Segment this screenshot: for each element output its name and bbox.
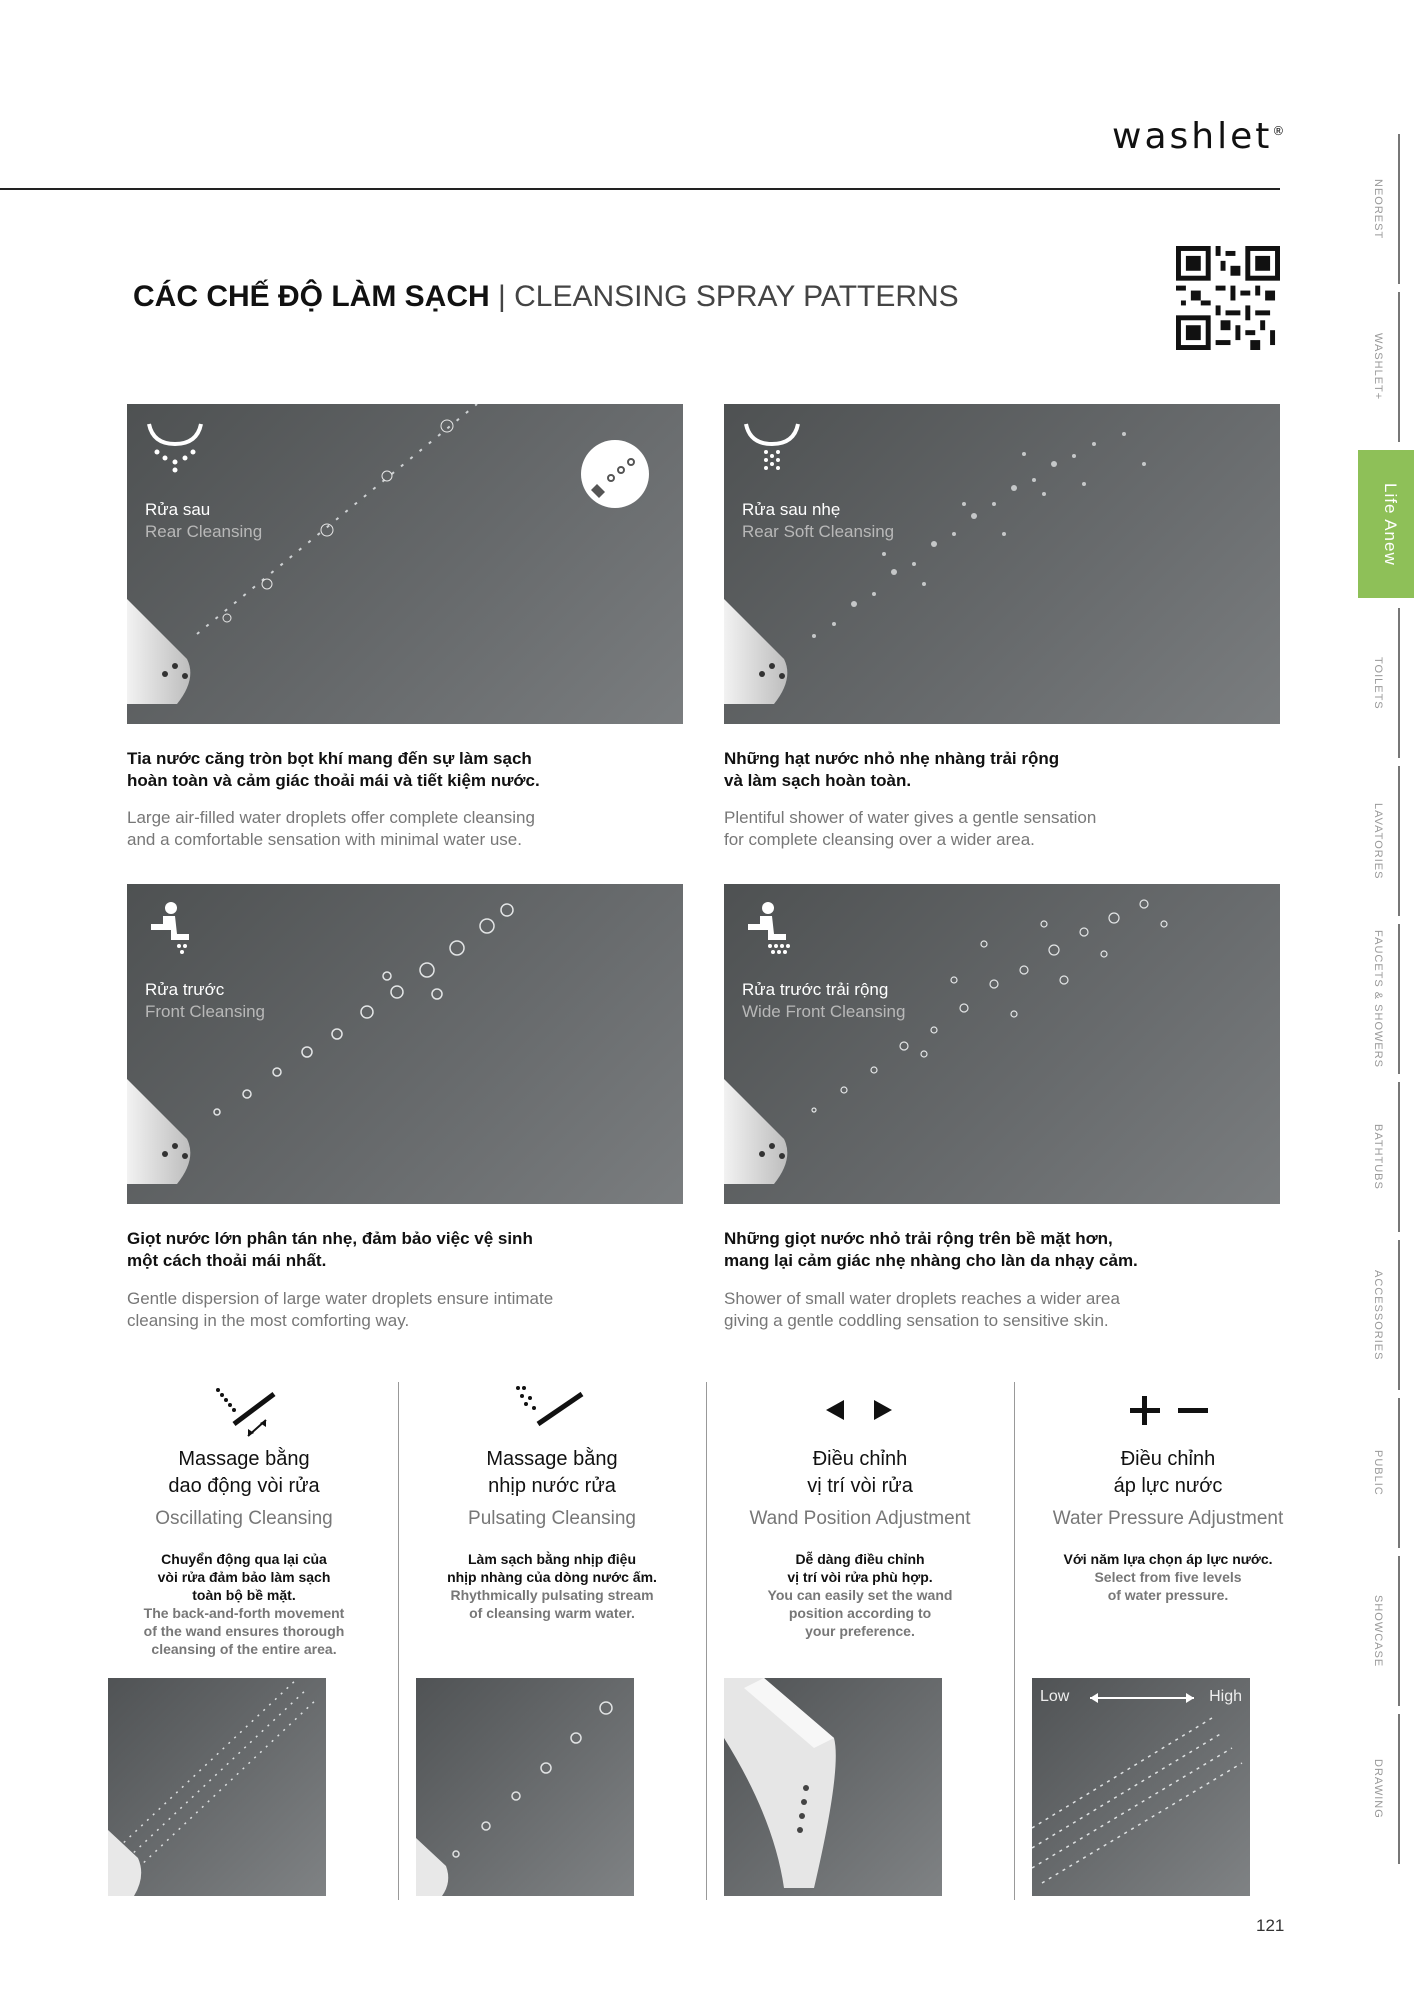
pulsating-icon xyxy=(398,1380,706,1440)
mode-title-en: Front Cleansing xyxy=(145,1002,266,1021)
mode-desc-vn: Tia nước căng tròn bọt khí mang đến sự làm sạch hoàn toàn và cảm giác thoải mái và tiết kiệm nước. xyxy=(127,749,540,790)
feature-wand-position xyxy=(706,1372,1014,1904)
side-tab-showcase[interactable]: SHOWCASE xyxy=(1358,1556,1414,1712)
feature-desc: Với năm lựa chọn áp lực nước. Select from five levels of water pressure. xyxy=(1063,1551,1273,1603)
side-tab-public[interactable]: PUBLIC xyxy=(1358,1398,1414,1554)
qr-code[interactable] xyxy=(1176,246,1280,350)
water-pressure-image xyxy=(1032,1678,1250,1896)
side-tab-washlet-plus[interactable]: WASHLET+ xyxy=(1358,292,1414,448)
mode-title-en: Wide Front Cleansing xyxy=(742,1002,906,1021)
wide-front-cleansing-panel xyxy=(724,884,1280,1204)
plus-minus-icon xyxy=(1014,1380,1322,1440)
rear-soft-cleansing-icon xyxy=(742,420,802,478)
spray-image xyxy=(724,404,1280,724)
side-tab-accessories[interactable]: ACCESSORIES xyxy=(1358,1240,1414,1396)
mode-desc-en: Shower of small water droplets reaches a wider area giving a gentle coddling sensation to sensitive skin. xyxy=(724,1289,1120,1330)
life-anew-tab[interactable]: Life Anew xyxy=(1358,450,1414,598)
header-rule xyxy=(0,188,1280,190)
feature-title-vn: Massage bằng nhịp nước rửa xyxy=(486,1448,618,1497)
page-title: CÁC CHẾ ĐỘ LÀM SẠCH | CLEANSING SPRAY PATTERNS xyxy=(133,280,959,313)
mode-title-vn: Rửa sau xyxy=(145,500,211,519)
feature-water-pressure xyxy=(1014,1372,1322,1904)
front-cleansing-icon xyxy=(145,900,205,958)
side-tab-bathtubs[interactable]: BATHTUBS xyxy=(1358,1082,1414,1238)
side-nav xyxy=(1358,134,1414,1864)
mode-title-en: Rear Cleansing xyxy=(145,522,263,541)
side-tab-neorest[interactable]: NEOREST xyxy=(1358,134,1414,290)
pressure-high-label: High xyxy=(1209,1688,1242,1705)
wand-position-image xyxy=(724,1678,942,1896)
side-tab-drawing[interactable]: DRAWING xyxy=(1358,1714,1414,1870)
mode-title-vn: Rửa trước xyxy=(145,980,225,999)
feature-title-vn: Massage bằng dao động vòi rửa xyxy=(168,1448,320,1497)
pulsating-image xyxy=(416,1678,634,1896)
mode-desc-en: Large air-filled water droplets offer complete cleansing and a comfortable sensation with minimal water use. xyxy=(127,808,535,849)
rear-cleansing-panel xyxy=(127,404,683,724)
mode-desc-en: Gentle dispersion of large water droplets ensure intimate cleansing in the most comforting way. xyxy=(127,1289,554,1330)
feature-title-vn: Điều chỉnh áp lực nước xyxy=(1113,1448,1223,1497)
left-right-arrows-icon xyxy=(706,1380,1014,1440)
spray-image xyxy=(724,884,1280,1204)
feature-title-en: Oscillating Cleansing xyxy=(155,1508,333,1529)
mode-desc-vn: Những hạt nước nhỏ nhẹ nhàng trải rộng và làm sạch hoàn toàn. xyxy=(724,749,1060,790)
page-number: 121 xyxy=(1256,1916,1285,1935)
side-tab-faucets-showers[interactable]: FAUCETS & SHOWERS xyxy=(1358,924,1414,1080)
mode-desc-vn: Giọt nước lớn phân tán nhẹ, đảm bảo việc vệ sinh một cách thoải mái nhất. xyxy=(127,1229,533,1270)
feature-pulsating xyxy=(398,1372,706,1904)
feature-desc: Chuyển động qua lại của vòi rửa đảm bảo làm sạch toàn bộ bề mặt. The back-and-forth movement of the wand ensures thorough cleansing of the entire area. xyxy=(143,1551,345,1657)
front-cleansing-panel xyxy=(127,884,683,1204)
wand-spray-icon xyxy=(581,440,649,508)
mode-title-vn: Rửa trước trải rộng xyxy=(742,980,889,999)
oscillating-image xyxy=(108,1678,326,1896)
rear-cleansing-icon xyxy=(145,420,205,478)
feature-oscillating xyxy=(90,1372,398,1904)
feature-title-en: Wand Position Adjustment xyxy=(749,1508,971,1529)
feature-desc: Dễ dàng điều chỉnh vị trí vòi rửa phù hợp. You can easily set the wand position according to your preference. xyxy=(767,1551,953,1639)
mode-title-en: Rear Soft Cleansing xyxy=(742,522,895,541)
feature-title-en: Pulsating Cleansing xyxy=(468,1508,636,1529)
mode-title-vn: Rửa sau nhẹ xyxy=(742,500,841,519)
side-tab-lavatories[interactable]: LAVATORIES xyxy=(1358,766,1414,922)
wide-front-cleansing-icon xyxy=(742,900,802,958)
feature-desc: Làm sạch bằng nhịp điệu nhịp nhàng của dòng nước ấm. Rhythmically pulsating stream of cleansing warm water. xyxy=(447,1551,657,1621)
feature-title-vn: Điều chỉnh vị trí vòi rửa xyxy=(807,1448,913,1497)
mode-desc-en: Plentiful shower of water gives a gentle sensation for complete cleansing over a wider area. xyxy=(724,808,1097,849)
spray-image xyxy=(127,884,683,1204)
mode-desc-vn: Những giọt nước nhỏ trải rộng trên bề mặt hơn, mang lại cảm giác nhẹ nhàng cho làn da nhạy cảm. xyxy=(724,1229,1138,1270)
pressure-low-label: Low xyxy=(1040,1688,1070,1705)
rear-soft-cleansing-panel xyxy=(724,404,1280,724)
wand-spray-badge xyxy=(581,440,649,508)
oscillating-icon xyxy=(90,1380,398,1440)
feature-title-en: Water Pressure Adjustment xyxy=(1052,1508,1284,1529)
washlet-logo: washlet® xyxy=(1112,116,1288,157)
side-tab-toilets[interactable]: TOILETS xyxy=(1358,608,1414,764)
